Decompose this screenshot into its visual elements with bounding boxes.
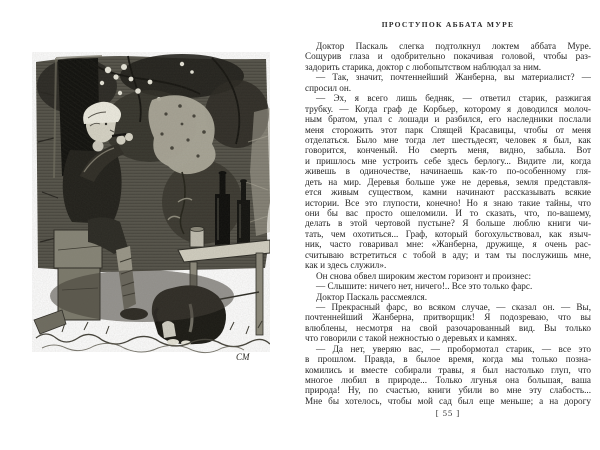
text-line: почтеннейший Жанберна, притворщик! Я подозреваю, что вы [305,312,591,323]
text-line: считываю встретиться с тобой в аду; и там ты послужишь мне, [305,249,591,260]
text-line: меня сторожить этот парк Спящей Красавицы, чтобы от меня [305,124,591,135]
text-line: спросил он. [305,82,352,93]
text-line: комились и вместе собирали травы, я был настолько глуп, что [305,364,591,375]
text-line: ник, часто говаривал мне: «Жанберна, дружище, я очень рас- [305,239,591,250]
text-line: делать в этой чертовой пустыне? Я больше люблю книги чи- [305,218,591,229]
text-line: влюблены, несмотря на свой разочарованный вид. Вы только [305,322,591,333]
text-line: Мне бы хотелось, чтобы мой сад был еще меньше; а на дорогу [305,395,591,406]
text-line: как и здесь служил». [305,260,387,271]
text-line: что говорили с такой нежностью о деревьях и камнях. [305,333,518,344]
text-line: истории. Все это глупости, конечно! Но я знаю такие тайны, что [305,197,591,208]
text-line: живешь в одиночестве, начинаешь как-то по-особенному гля- [305,166,591,177]
engraving-illustration [32,52,270,368]
text-line: — Так, значит, почтеннейший Жанберна, вы материалист? — [316,72,591,83]
text-line: — Эх, я всего лишь бедняк, — ответил старик, разжигая [316,93,591,104]
text-line: в прошлом. Правда, в былое время, когда мы только позна- [305,354,591,365]
text-line: — Да нет, уверяю вас, — пробормотал старик, — все это [316,343,591,354]
text-line: — Слышите: ничего нет, ничего!.. Все это только фарс. [316,281,533,292]
text-line: они бы вас просто ошеломили. И то сказать, что, по-вашему, [305,208,591,218]
text-line: говорится, конченый. Но смерть меня, видно, забыла. Вот [305,145,591,156]
text-line: Доктор Паскаль слегка подтолкнул локтем аббата Муре. [316,41,591,51]
text-line: Доктор Паскаль рассмеялся. [316,291,428,302]
text-line: природа! Ну, по счастью, книги убили во мне эту слабость... [305,385,591,396]
text-line: — Прекрасный фарс, во всяком случае, — сказал он. — Вы, [316,301,591,312]
text-line: отделаться. Было мне тогда лет шестьдесят, человек я был, как [305,134,591,145]
text-line: и пришлось мне устроить себе здесь берлогу... Видите ли, когда [305,155,591,166]
text-line: Сощурив глаза и одобрительно покачивая головой, чтобы раз- [305,51,591,62]
text-line: ным братом, упал с лошади и разбился, его наследники послали [305,114,591,125]
text-line: многое любил в природе... Только лгунья она большая, ваша [305,375,591,385]
running-head: ПРОСТУПОК АББАТА МУРЕ [381,20,515,29]
text-column [305,41,591,406]
engraving-texture [32,52,270,352]
text-line: задорить старика, доктор с любопытством наблюдал за ним. [305,61,542,72]
engraving-signature: CM [236,352,250,362]
text-line: трубку. — Когда граф де Корбьер, которому я доводился молоч- [305,103,591,114]
text-line: деть на мир. Деревья больше уже не деревья, земля представля- [305,176,591,187]
text-line: ется живым существом, камни начинают рассказывать всякие [305,187,591,198]
page-number: [ 55 ] [435,408,461,418]
text-line: Он снова обвел широким жестом горизонт и произнес: [316,270,532,281]
text-line: тать, чем охотиться... Граф, который богохульствовал, как языч- [305,228,591,239]
